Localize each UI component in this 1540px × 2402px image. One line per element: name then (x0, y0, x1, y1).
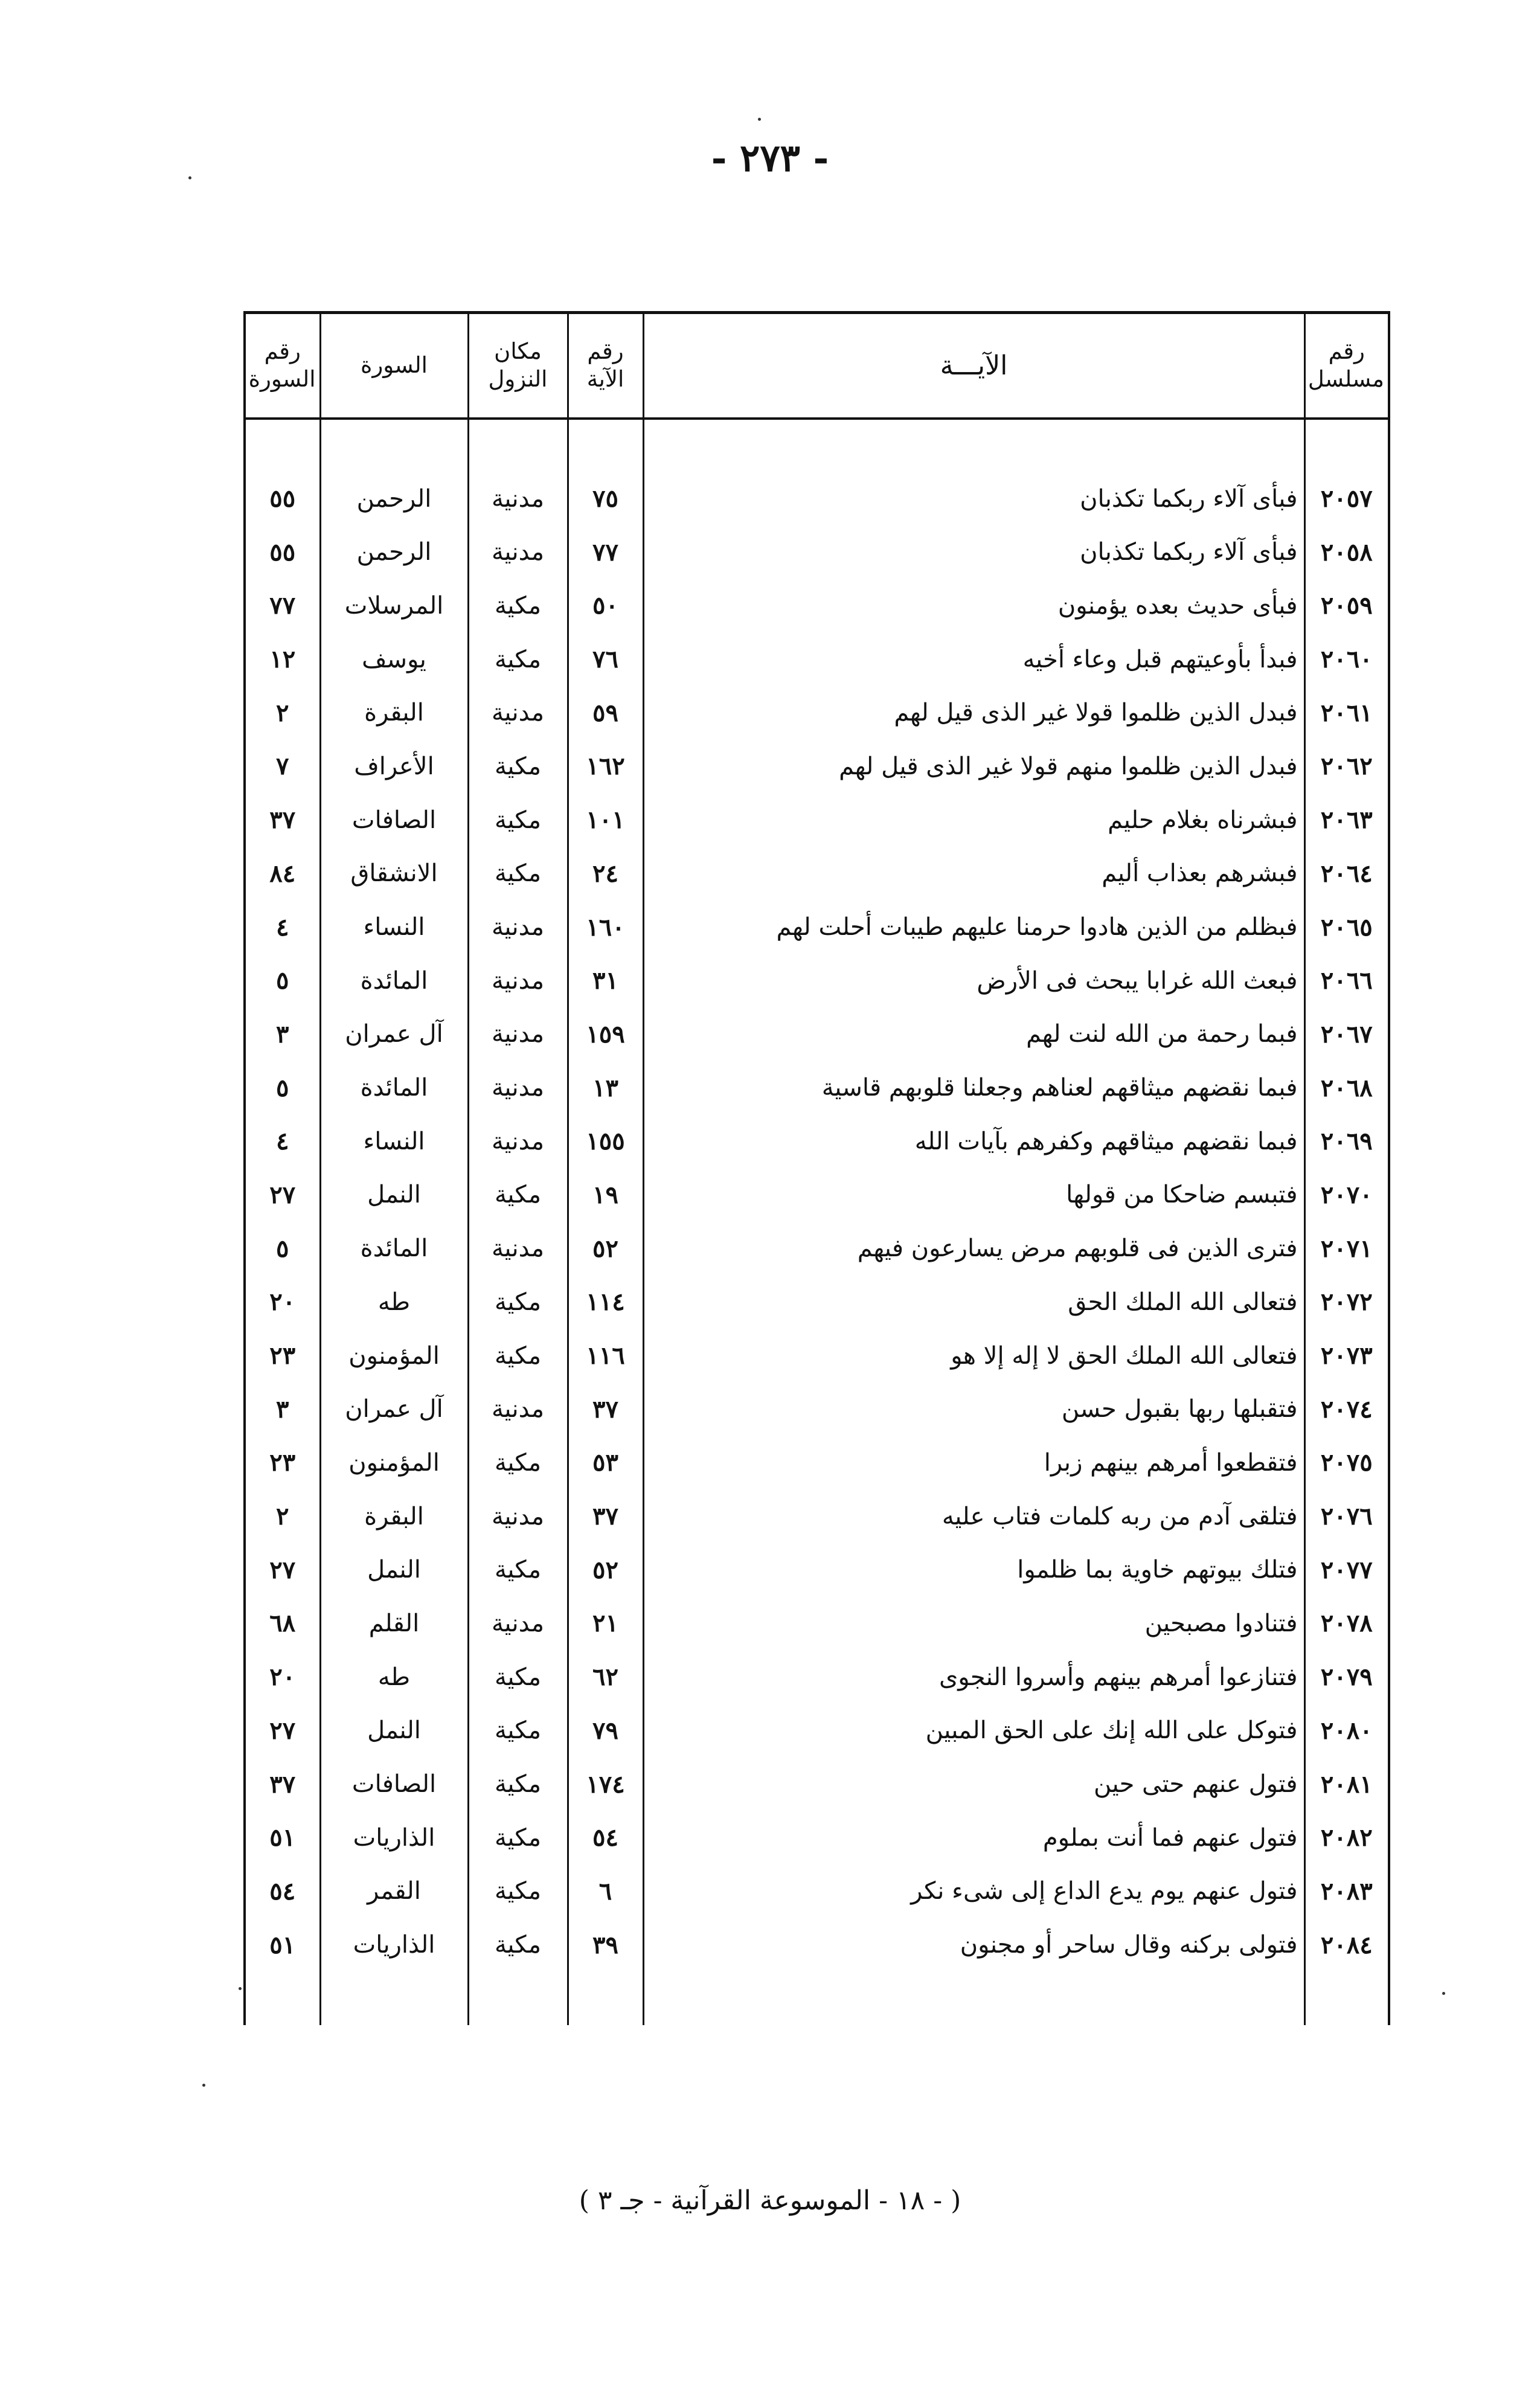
cell-surah-name: الذاريات (320, 1918, 468, 1972)
cell-ayah-number: ١٥٥ (568, 1114, 643, 1168)
cell-serial-number: ٢٠٥٧ (1304, 472, 1389, 525)
cell-surah-number: ٦٨ (245, 1597, 320, 1651)
header-verse: الآيـــة (643, 313, 1304, 419)
table-row (245, 901, 1389, 954)
cell-ayah-number: ٥٣ (568, 1436, 643, 1490)
cell-verse-text: فتول عنهم فما أنت بملوم (643, 1811, 1304, 1864)
cell-verse-text: فبأى حديث بعده يؤمنون (643, 579, 1304, 633)
cell-revelation-place: مكية (468, 1543, 568, 1597)
header-surah: السورة (320, 313, 468, 419)
cell-surah-name: المؤمنون (320, 1436, 468, 1490)
cell-revelation-place: مدنية (468, 1061, 568, 1115)
table-row (245, 793, 1389, 847)
cell-serial-number: ٢٠٥٨ (1304, 525, 1389, 579)
cell-revelation-place: مكية (468, 1811, 568, 1864)
table-row (245, 847, 1389, 901)
cell-surah-number: ٢٧ (245, 1704, 320, 1758)
cell-ayah-number: ١٥٩ (568, 1007, 643, 1061)
cell-verse-text: فتقطعوا أمرهم بينهم زبرا (643, 1436, 1304, 1490)
cell-ayah-number: ٣٧ (568, 1489, 643, 1543)
table-row (245, 1811, 1389, 1864)
cell-verse-text: فترى الذين فى قلوبهم مرض يسارعون فيهم (643, 1222, 1304, 1276)
cell-surah-name: المائدة (320, 1061, 468, 1115)
cell-revelation-place: مكية (468, 847, 568, 901)
cell-verse-text: فبدل الذين ظلموا قولا غير الذى قيل لهم (643, 686, 1304, 740)
table-row (245, 1650, 1389, 1704)
cell-surah-name: القمر (320, 1864, 468, 1918)
table-row (245, 1436, 1389, 1490)
cell-revelation-place: مكية (468, 1436, 568, 1490)
cell-verse-text: فبظلم من الذين هادوا حرمنا عليهم طيبات أحلت لهم (643, 901, 1304, 954)
cell-serial-number: ٢٠٦١ (1304, 686, 1389, 740)
cell-revelation-place: مدنية (468, 1382, 568, 1436)
header-surah-number: رقم السورة (245, 313, 320, 419)
table-spacer-row (245, 419, 1389, 472)
cell-surah-number: ١٢ (245, 632, 320, 686)
cell-verse-text: فبدل الذين ظلموا منهم قولا غير الذى قيل لهم (643, 740, 1304, 794)
cell-serial-number: ٢٠٦٩ (1304, 1114, 1389, 1168)
cell-serial-number: ٢٠٨٣ (1304, 1864, 1389, 1918)
cell-surah-name: النساء (320, 901, 468, 954)
table-row (245, 1864, 1389, 1918)
cell-serial-number: ٢٠٦٤ (1304, 847, 1389, 901)
cell-serial-number: ٢٠٧٦ (1304, 1489, 1389, 1543)
cell-revelation-place: مكية (468, 632, 568, 686)
cell-surah-name: الانشقاق (320, 847, 468, 901)
cell-ayah-number: ١٠١ (568, 793, 643, 847)
cell-surah-name: المائدة (320, 954, 468, 1007)
cell-verse-text: فتبسم ضاحكا من قولها (643, 1168, 1304, 1222)
cell-revelation-place: مدنية (468, 1114, 568, 1168)
cell-verse-text: فتلك بيوتهم خاوية بما ظلموا (643, 1543, 1304, 1597)
cell-serial-number: ٢٠٨٢ (1304, 1811, 1389, 1864)
cell-surah-name: طه (320, 1276, 468, 1329)
cell-surah-number: ٢٠ (245, 1650, 320, 1704)
cell-ayah-number: ٢٤ (568, 847, 643, 901)
cell-surah-name: البقرة (320, 686, 468, 740)
cell-surah-number: ٥٤ (245, 1864, 320, 1918)
scan-speck (239, 1987, 242, 1990)
cell-surah-name: النمل (320, 1543, 468, 1597)
cell-serial-number: ٢٠٧١ (1304, 1222, 1389, 1276)
cell-revelation-place: مكية (468, 740, 568, 794)
cell-surah-number: ٢٧ (245, 1168, 320, 1222)
cell-ayah-number: ١٦٠ (568, 901, 643, 954)
cell-surah-number: ٥١ (245, 1811, 320, 1864)
table-row (245, 1597, 1389, 1651)
cell-serial-number: ٢٠٥٩ (1304, 579, 1389, 633)
table-row (245, 1114, 1389, 1168)
table-row (245, 954, 1389, 1007)
table-row (245, 1222, 1389, 1276)
cell-surah-number: ٥ (245, 1061, 320, 1115)
cell-surah-name: القلم (320, 1597, 468, 1651)
cell-verse-text: فتوكل على الله إنك على الحق المبين (643, 1704, 1304, 1758)
cell-revelation-place: مكية (468, 1704, 568, 1758)
cell-verse-text: فبأى آلاء ربكما تكذبان (643, 525, 1304, 579)
table-row (245, 1489, 1389, 1543)
cell-surah-number: ٥ (245, 954, 320, 1007)
cell-surah-name: آل عمران (320, 1382, 468, 1436)
cell-revelation-place: مدنية (468, 954, 568, 1007)
cell-surah-number: ٢٣ (245, 1329, 320, 1382)
cell-surah-number: ٣٧ (245, 1758, 320, 1811)
cell-surah-number: ٢٠ (245, 1276, 320, 1329)
cell-surah-number: ٢ (245, 1489, 320, 1543)
cell-serial-number: ٢٠٧٨ (1304, 1597, 1389, 1651)
cell-surah-number: ٣٧ (245, 793, 320, 847)
cell-verse-text: فتول عنهم يوم يدع الداع إلى شىء نكر (643, 1864, 1304, 1918)
cell-surah-name: الرحمن (320, 525, 468, 579)
cell-serial-number: ٢٠٧٣ (1304, 1329, 1389, 1382)
cell-revelation-place: مدنية (468, 472, 568, 525)
cell-ayah-number: ٣٩ (568, 1918, 643, 1972)
cell-verse-text: فبما نقضهم ميثاقهم لعناهم وجعلنا قلوبهم قاسية (643, 1061, 1304, 1115)
cell-verse-text: فبدأ بأوعيتهم قبل وعاء أخيه (643, 632, 1304, 686)
cell-ayah-number: ٥٤ (568, 1811, 643, 1864)
cell-serial-number: ٢٠٦٧ (1304, 1007, 1389, 1061)
cell-ayah-number: ١١٤ (568, 1276, 643, 1329)
cell-ayah-number: ٥٩ (568, 686, 643, 740)
cell-surah-number: ٨٤ (245, 847, 320, 901)
cell-revelation-place: مكية (468, 1276, 568, 1329)
cell-surah-number: ٧٧ (245, 579, 320, 633)
cell-revelation-place: مدنية (468, 525, 568, 579)
cell-verse-text: فبما رحمة من الله لنت لهم (643, 1007, 1304, 1061)
page-number: - ٢٧٣ - (711, 136, 829, 180)
cell-surah-number: ٥١ (245, 1918, 320, 1972)
table-tail-row (245, 1971, 1389, 2025)
cell-ayah-number: ٥٢ (568, 1222, 643, 1276)
cell-surah-name: الذاريات (320, 1811, 468, 1864)
cell-ayah-number: ٢١ (568, 1597, 643, 1651)
cell-surah-name: المؤمنون (320, 1329, 468, 1382)
cell-surah-number: ٢٧ (245, 1543, 320, 1597)
cell-serial-number: ٢٠٨١ (1304, 1758, 1389, 1811)
scan-speck (188, 176, 191, 179)
cell-ayah-number: ٧٧ (568, 525, 643, 579)
table-row (245, 1758, 1389, 1811)
cell-serial-number: ٢٠٦٠ (1304, 632, 1389, 686)
verse-index-table (243, 311, 1390, 2025)
cell-surah-name: المرسلات (320, 579, 468, 633)
cell-surah-name: الصافات (320, 1758, 468, 1811)
cell-surah-name: الرحمن (320, 472, 468, 525)
table-row (245, 1543, 1389, 1597)
header-serial: رقم مسلسل (1304, 313, 1389, 419)
scan-speck (758, 118, 761, 121)
cell-surah-name: البقرة (320, 1489, 468, 1543)
cell-revelation-place: مدنية (468, 686, 568, 740)
cell-serial-number: ٢٠٦٦ (1304, 954, 1389, 1007)
cell-revelation-place: مكية (468, 1168, 568, 1222)
cell-ayah-number: ٧٦ (568, 632, 643, 686)
cell-revelation-place: مكية (468, 579, 568, 633)
cell-verse-text: فتلقى آدم من ربه كلمات فتاب عليه (643, 1489, 1304, 1543)
cell-surah-name: الأعراف (320, 740, 468, 794)
cell-verse-text: فبشرناه بغلام حليم (643, 793, 1304, 847)
table-row (245, 579, 1389, 633)
cell-surah-name: يوسف (320, 632, 468, 686)
cell-surah-number: ٥ (245, 1222, 320, 1276)
cell-surah-number: ٧ (245, 740, 320, 794)
table-row (245, 686, 1389, 740)
cell-verse-text: فتعالى الله الملك الحق لا إله إلا هو (643, 1329, 1304, 1382)
cell-verse-text: فبما نقضهم ميثاقهم وكفرهم بآيات الله (643, 1114, 1304, 1168)
table-row (245, 1382, 1389, 1436)
cell-serial-number: ٢٠٨٠ (1304, 1704, 1389, 1758)
cell-revelation-place: مدنية (468, 1222, 568, 1276)
table-row (245, 1704, 1389, 1758)
cell-verse-text: فتنازعوا أمرهم بينهم وأسروا النجوى (643, 1650, 1304, 1704)
cell-surah-name: آل عمران (320, 1007, 468, 1061)
scan-speck (1442, 1992, 1445, 1995)
cell-revelation-place: مكية (468, 1918, 568, 1972)
cell-surah-name: طه (320, 1650, 468, 1704)
cell-verse-text: فبأى آلاء ربكما تكذبان (643, 472, 1304, 525)
cell-serial-number: ٢٠٧٥ (1304, 1436, 1389, 1490)
cell-ayah-number: ٣١ (568, 954, 643, 1007)
cell-serial-number: ٢٠٦٢ (1304, 740, 1389, 794)
cell-surah-name: النمل (320, 1168, 468, 1222)
cell-surah-number: ٤ (245, 901, 320, 954)
cell-surah-name: النساء (320, 1114, 468, 1168)
cell-ayah-number: ٥٠ (568, 579, 643, 633)
cell-ayah-number: ١٦٢ (568, 740, 643, 794)
table-row (245, 740, 1389, 794)
cell-serial-number: ٢٠٦٣ (1304, 793, 1389, 847)
cell-verse-text: فبعث الله غرابا يبحث فى الأرض (643, 954, 1304, 1007)
cell-verse-text: فتقبلها ربها بقبول حسن (643, 1382, 1304, 1436)
cell-surah-name: الصافات (320, 793, 468, 847)
table-row (245, 472, 1389, 525)
cell-ayah-number: ٣٧ (568, 1382, 643, 1436)
cell-surah-name: النمل (320, 1704, 468, 1758)
cell-ayah-number: ١٧٤ (568, 1758, 643, 1811)
cell-verse-text: فتولى بركنه وقال ساحر أو مجنون (643, 1918, 1304, 1972)
cell-serial-number: ٢٠٦٥ (1304, 901, 1389, 954)
cell-revelation-place: مكية (468, 1758, 568, 1811)
cell-verse-text: فتعالى الله الملك الحق (643, 1276, 1304, 1329)
cell-revelation-place: مدنية (468, 1489, 568, 1543)
cell-ayah-number: ١١٦ (568, 1329, 643, 1382)
cell-verse-text: فبشرهم بعذاب أليم (643, 847, 1304, 901)
cell-revelation-place: مدنية (468, 901, 568, 954)
cell-serial-number: ٢٠٦٨ (1304, 1061, 1389, 1115)
cell-revelation-place: مكية (468, 1864, 568, 1918)
cell-surah-number: ٤ (245, 1114, 320, 1168)
cell-ayah-number: ١٣ (568, 1061, 643, 1115)
cell-revelation-place: مكية (468, 793, 568, 847)
table-row (245, 525, 1389, 579)
cell-ayah-number: ٦ (568, 1864, 643, 1918)
cell-surah-number: ٣ (245, 1382, 320, 1436)
cell-surah-number: ٥٥ (245, 525, 320, 579)
header-revelation-place: مكان النزول (468, 313, 568, 419)
cell-serial-number: ٢٠٧٧ (1304, 1543, 1389, 1597)
table-row (245, 1329, 1389, 1382)
cell-surah-number: ٥٥ (245, 472, 320, 525)
table-row (245, 1276, 1389, 1329)
cell-revelation-place: مدنية (468, 1007, 568, 1061)
table-row (245, 1061, 1389, 1115)
cell-ayah-number: ٦٢ (568, 1650, 643, 1704)
cell-ayah-number: ٧٥ (568, 472, 643, 525)
cell-surah-name: المائدة (320, 1222, 468, 1276)
header-ayah-number: رقم الآية (568, 313, 643, 419)
cell-serial-number: ٢٠٧٩ (1304, 1650, 1389, 1704)
cell-ayah-number: ٧٩ (568, 1704, 643, 1758)
cell-revelation-place: مكية (468, 1329, 568, 1382)
cell-surah-number: ٢ (245, 686, 320, 740)
cell-serial-number: ٢٠٧٤ (1304, 1382, 1389, 1436)
table-row (245, 1918, 1389, 1972)
book-footer: ( - ١٨ - الموسوعة القرآنية - جـ ٣ ) (579, 2185, 961, 2216)
cell-surah-number: ٣ (245, 1007, 320, 1061)
cell-serial-number: ٢٠٧٢ (1304, 1276, 1389, 1329)
cell-ayah-number: ١٩ (568, 1168, 643, 1222)
table-header-row (245, 313, 1389, 419)
table-row (245, 1007, 1389, 1061)
cell-revelation-place: مدنية (468, 1597, 568, 1651)
cell-serial-number: ٢٠٧٠ (1304, 1168, 1389, 1222)
cell-serial-number: ٢٠٨٤ (1304, 1918, 1389, 1972)
scan-speck (202, 2084, 205, 2087)
table-row (245, 632, 1389, 686)
cell-surah-number: ٢٣ (245, 1436, 320, 1490)
cell-ayah-number: ٥٢ (568, 1543, 643, 1597)
cell-revelation-place: مكية (468, 1650, 568, 1704)
table-row (245, 1168, 1389, 1222)
cell-verse-text: فتول عنهم حتى حين (643, 1758, 1304, 1811)
cell-verse-text: فتنادوا مصبحين (643, 1597, 1304, 1651)
